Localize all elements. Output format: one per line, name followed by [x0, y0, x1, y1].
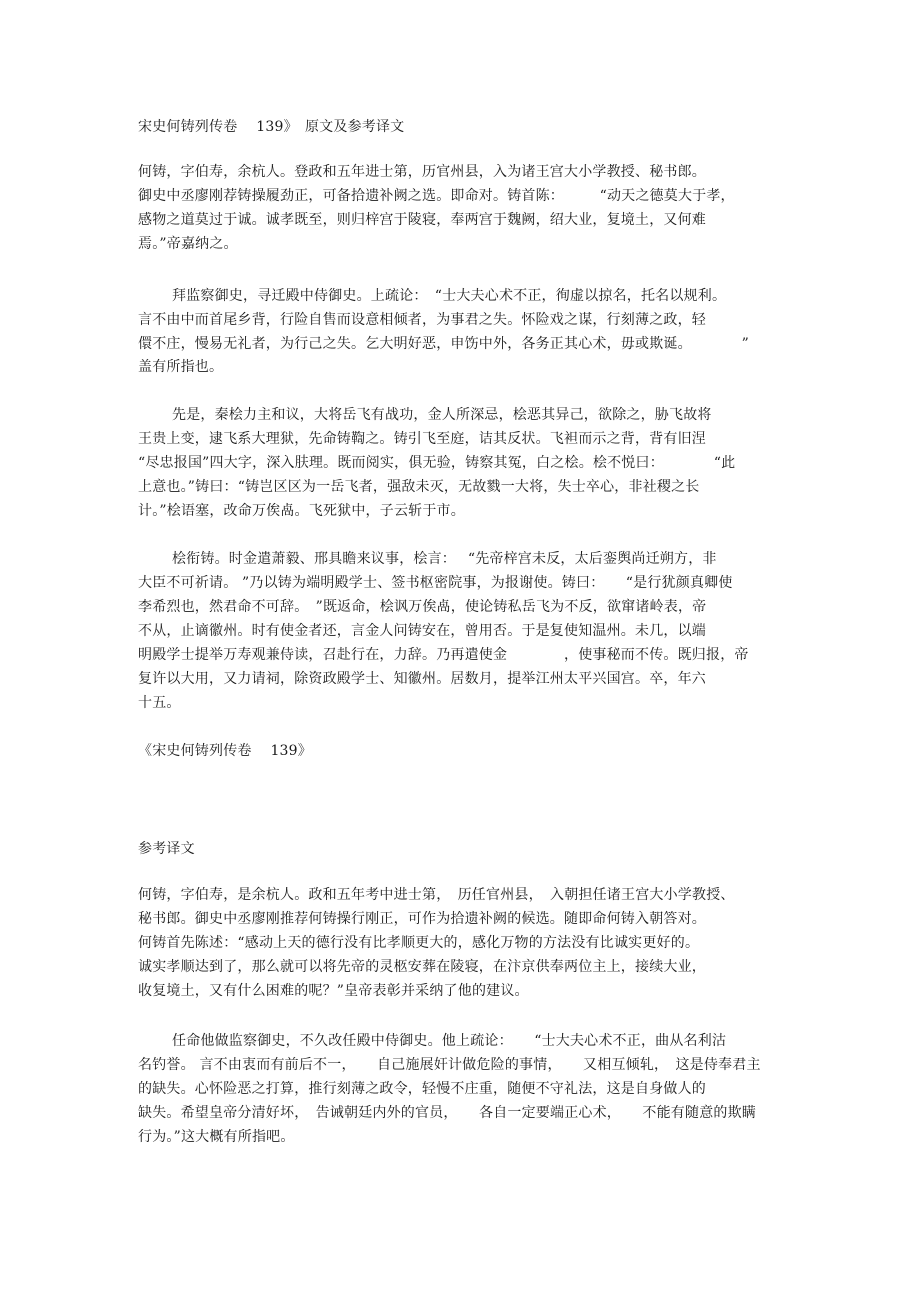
- original-p1-line-4: 焉。”帝嘉纳之。: [138, 236, 238, 252]
- original-p3-line-3: “尽忠报国”四大字，深入肤理。既而阅实，俱无验，铸察其冤，白之桧。桧不悦曰： “此: [138, 455, 736, 471]
- translation-p1-line-3: 何铸首先陈述：“感动上天的德行没有比孝顺更大的，感化万物的方法没有比诚实更好的。: [138, 935, 700, 951]
- original-p2-line-4: 盖有所指也。: [138, 359, 224, 375]
- source-citation: 《宋史何铸列传卷 139》: [138, 743, 312, 759]
- original-p4-line-7: 十五。: [138, 695, 181, 711]
- translation-p2-line-4: 缺失。希望皇帝分清好坏， 告诫朝廷内外的官员， 各自一定要端正心术， 不能有随意的欺瞒: [138, 1105, 756, 1121]
- translation-p2-line-1: 任命他做监察御史，不久改任殿中侍御史。他上疏论： “士大夫心术不正，曲从名利沽: [172, 1033, 727, 1049]
- original-p3-line-4: 上意也。”铸曰：“铸岂区区为一岳飞者，强敌未灭，无故戮一大将，失士卒心，非社稷之长: [138, 479, 700, 495]
- original-p2-line-1: 拜监察御史，寻迁殿中侍御史。上疏论： “士大夫心术不正，徇虚以掠名，托名以规利。: [172, 288, 727, 304]
- document-title: 宋史何铸列传卷 139》 原文及参考译文: [138, 119, 405, 135]
- translation-heading: 参考译文: [138, 841, 195, 857]
- original-p1-line-1: 何铸，字伯寿，余杭人。登政和五年进士第，历官州县，入为诸王宫大小学教授、秘书郎。: [138, 164, 706, 180]
- original-p2-line-2: 言不由中而首尾乡背，行险自售而设意相倾者，为事君之失。怀险戏之谋，行刻薄之政，轻: [138, 312, 706, 328]
- translation-p2-line-2: 名钓誉。 言不由衷而有前后不一， 自己施展奸计做危险的事情， 又相互倾轧， 这是侍奉君主: [138, 1057, 761, 1073]
- original-p3-line-2: 王贵上变，逮飞系大理狱，先命铸鞫之。铸引飞至庭，诘其反状。飞袒而示之背，背有旧涅: [138, 431, 706, 447]
- original-p1-line-3: 感物之道莫过于诚。诚孝既至，则归梓宫于陵寝，奉两宫于魏阙，绍大业，复境土，又何难: [138, 212, 706, 228]
- translation-p1-line-1: 何铸，字伯寿，是余杭人。政和五年考中进士第， 历任官州县， 入朝担任诸王宫大小学教授、: [138, 887, 735, 903]
- original-p4-line-5: 明殿学士提举万寿观兼侍读，召赴行在，力辞。乃再遣使金 ，使事秘而不传。既归报，帝: [138, 647, 749, 663]
- original-p4-line-4: 不从，止谪徽州。时有使金者还，言金人问铸安在，曾用否。于是复使知温州。未几，以端: [138, 623, 706, 639]
- translation-p2-line-3: 的缺失。心怀险恶之打算，推行刻薄之政令，轻慢不庄重，随便不守礼法，这是自身做人的: [138, 1081, 706, 1097]
- original-p4-line-6: 复许以大用，又力请祠，除资政殿学士、知徽州。居数月，提举江州太平兴国宫。卒，年六: [138, 671, 706, 687]
- translation-p1-line-4: 诚实孝顺达到了，那么就可以将先帝的灵柩安葬在陵寝，在汴京供奉两位主上，接续大业，: [138, 959, 706, 975]
- original-p2-line-3: 儇不庄，慢易无礼者，为行己之失。乞大明好恶，申饬中外，各务正其心术，毋或欺诞。 ”: [138, 336, 749, 352]
- translation-p2-line-5: 行为。”这大概有所指吧。: [138, 1129, 295, 1145]
- translation-p1-line-2: 秘书郎。御史中丞廖刚推荐何铸操行刚正，可作为拾遗补阙的候选。随即命何铸入朝答对。: [138, 911, 706, 927]
- original-p1-line-2: 御史中丞廖刚荐铸操履劲正，可备拾遗补阙之选。即命对。铸首陈： “动天之德莫大于孝，: [138, 188, 735, 204]
- translation-p1-line-5: 收复境土，又有什么困难的呢？”皇帝表彰并采纳了他的建议。: [138, 983, 529, 999]
- original-p3-line-5: 计。”桧语塞，改命万俟卨。飞死狱中，子云斩于市。: [138, 503, 465, 519]
- original-p4-line-2: 大臣不可祈请。 ”乃以铸为端明殿学士、签书枢密院事，为报谢使。铸曰： “是行犹颜真卿使: [138, 575, 733, 591]
- original-p4-line-1: 桧衔铸。时金遣萧毅、邢具瞻来议事，桧言： “先帝梓宫未反，太后銮舆尚迁朔方，非: [172, 551, 717, 567]
- original-p4-line-3: 李希烈也，然君命不可辞。 ”既返命，桧讽万俟卨，使论铸私岳飞为不反，欲窜诸岭表，帝: [138, 599, 707, 615]
- original-p3-line-1: 先是，秦桧力主和议，大将岳飞有战功，金人所深忌，桧恶其异己，欲除之，胁飞故将: [172, 407, 712, 423]
